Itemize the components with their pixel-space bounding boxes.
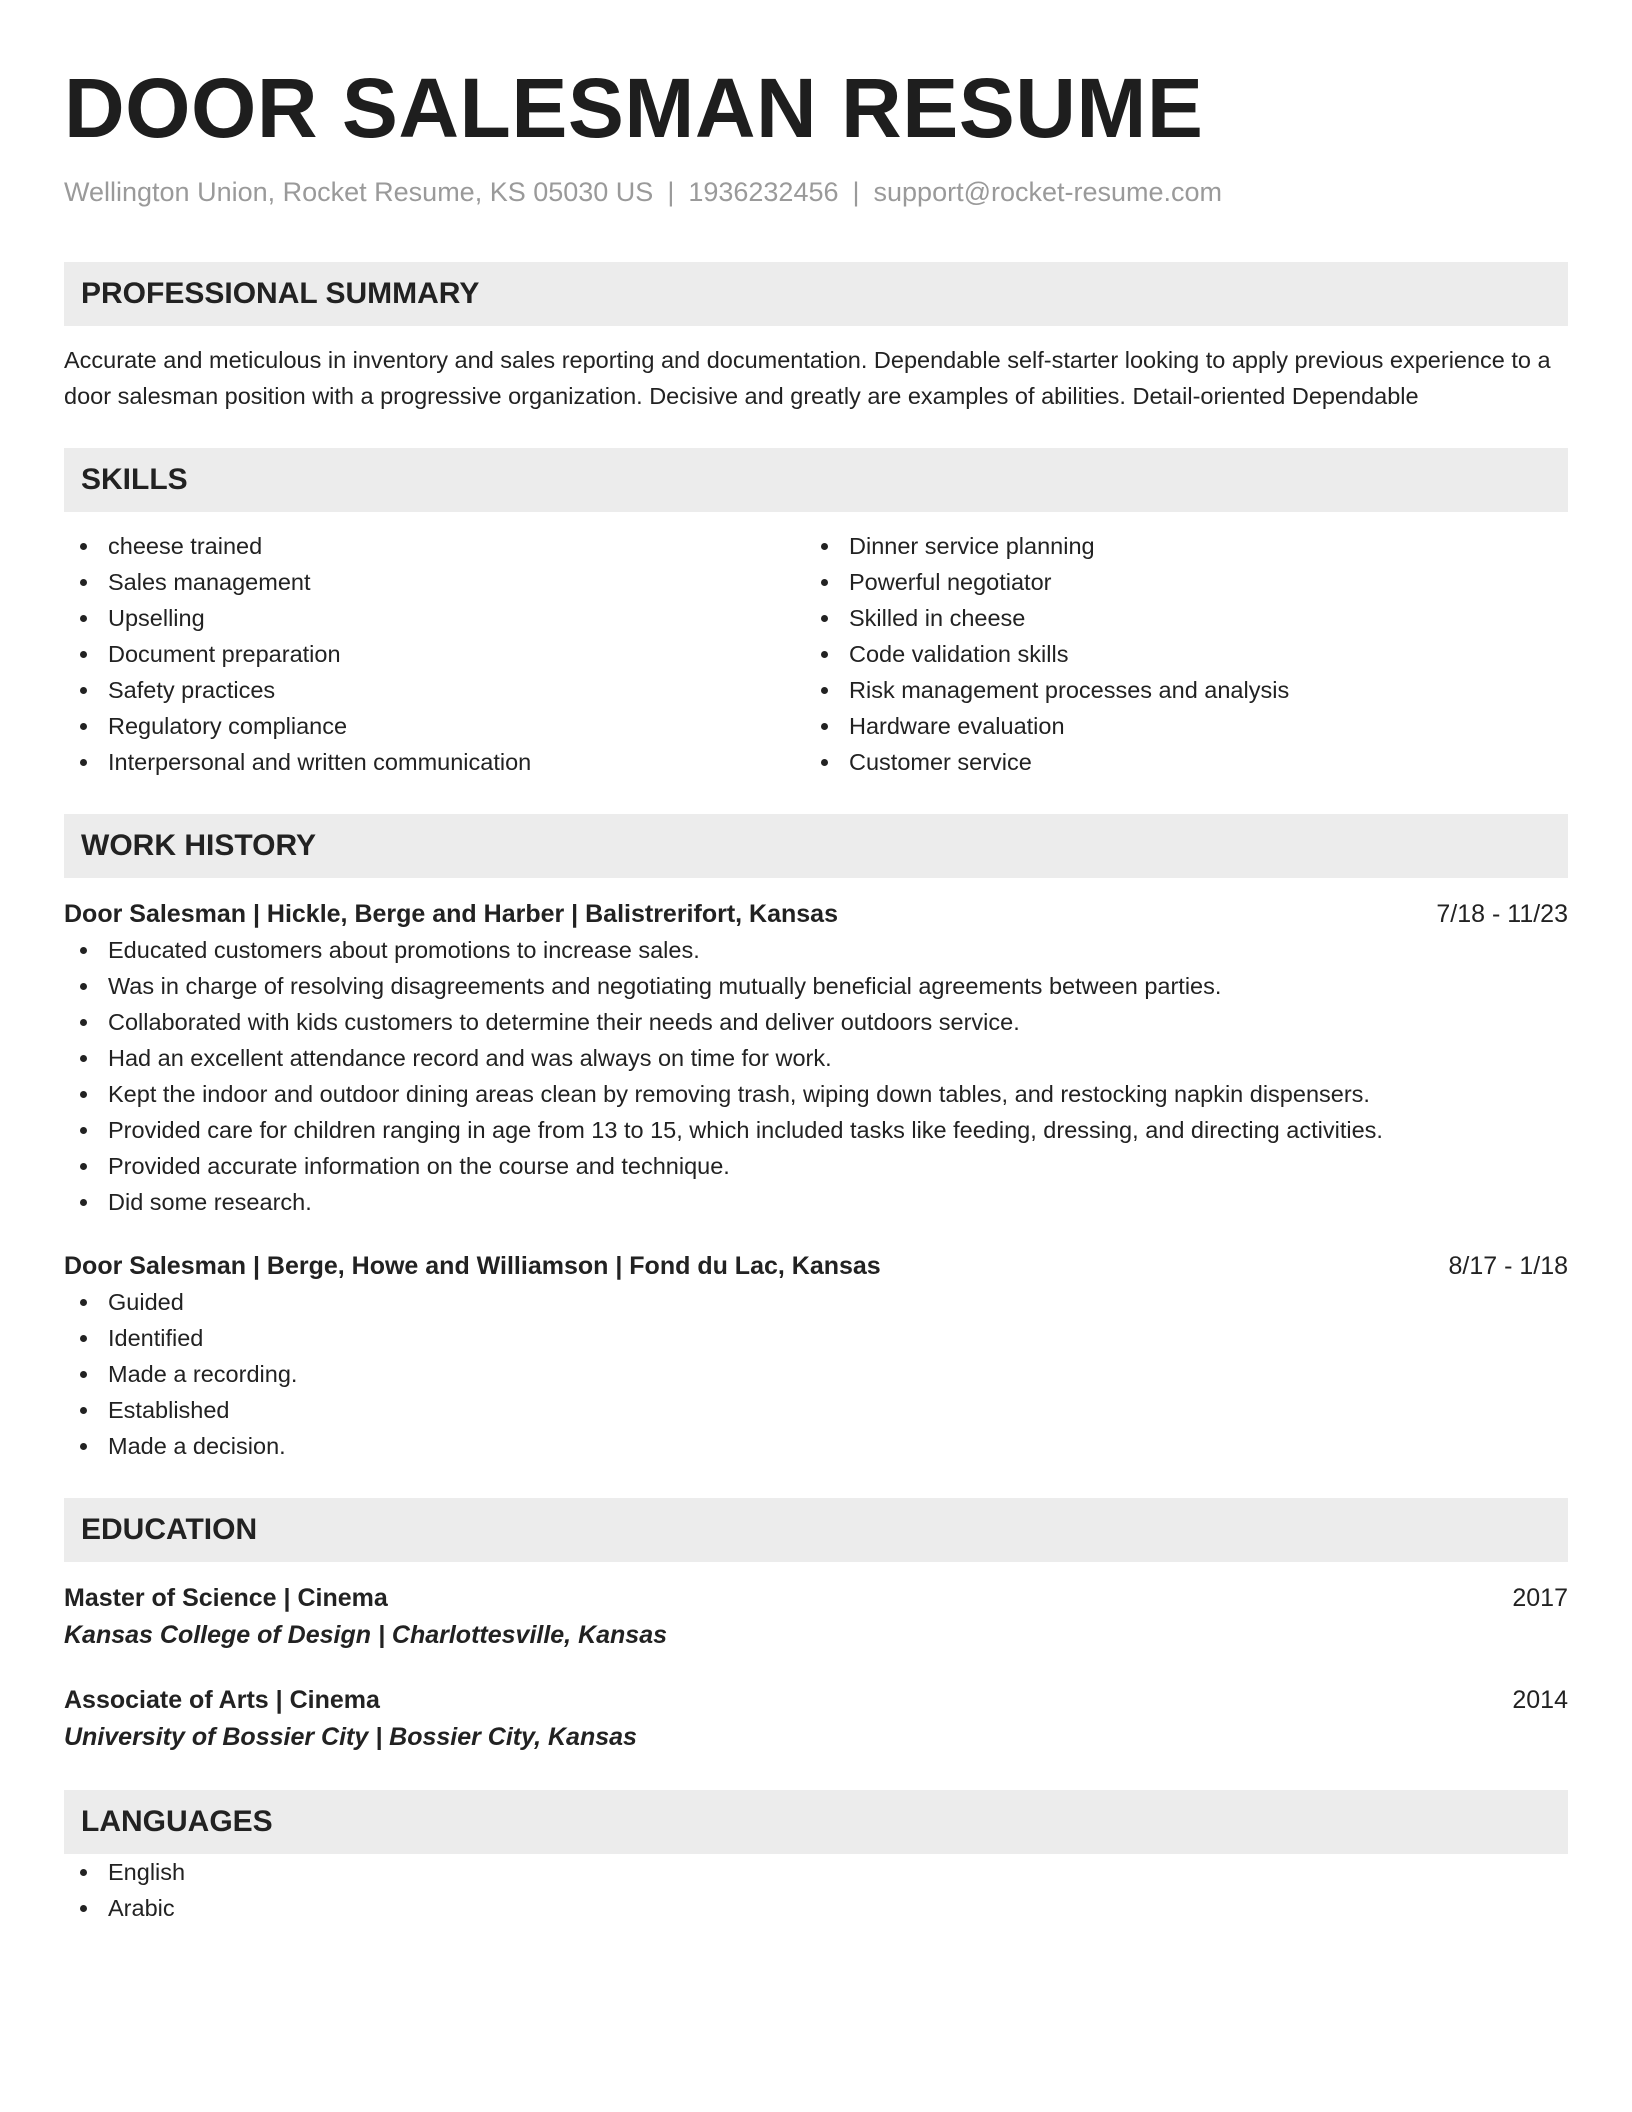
section-header-skills: SKILLS bbox=[64, 448, 1568, 512]
education-degree: Associate of Arts | Cinema bbox=[64, 1686, 380, 1714]
job-bullet: Educated customers about promotions to increase sales. bbox=[64, 932, 1568, 968]
languages-list bbox=[64, 1854, 1568, 1926]
skill-item: Sales management bbox=[64, 564, 805, 600]
section-header-work-history: WORK HISTORY bbox=[64, 814, 1568, 878]
job-bullet: Made a recording. bbox=[64, 1356, 1568, 1392]
section-header-summary: PROFESSIONAL SUMMARY bbox=[64, 262, 1568, 326]
job-dates: 7/18 - 11/23 bbox=[1436, 900, 1568, 928]
contact-address: Wellington Union, Rocket Resume, KS 05030 US bbox=[64, 177, 654, 207]
job-bullet-list bbox=[64, 1284, 1568, 1464]
contact-phone: 1936232456 bbox=[688, 177, 839, 207]
job-bullet: Established bbox=[64, 1392, 1568, 1428]
section-header-languages: LANGUAGES bbox=[64, 1790, 1568, 1854]
skill-item: Interpersonal and written communication bbox=[64, 744, 805, 780]
job-bullet: Guided bbox=[64, 1284, 1568, 1320]
skill-item: Risk management processes and analysis bbox=[805, 672, 1546, 708]
skill-item: Skilled in cheese bbox=[805, 600, 1546, 636]
education-year: 2014 bbox=[1512, 1686, 1568, 1714]
job-title: Door Salesman | Hickle, Berge and Harber | Balistrerifort, Kansas bbox=[64, 900, 838, 928]
skills-grid bbox=[64, 528, 1568, 780]
job-bullet: Was in charge of resolving disagreements and negotiating mutually beneficial agreements between parties. bbox=[64, 968, 1568, 1004]
job-bullet-list bbox=[64, 932, 1568, 1220]
job-bullet: Made a decision. bbox=[64, 1428, 1568, 1464]
skill-item: Regulatory compliance bbox=[64, 708, 805, 744]
section-header-education: EDUCATION bbox=[64, 1498, 1568, 1562]
resume-title: DOOR SALESMAN RESUME bbox=[64, 61, 1204, 155]
skills-column-left bbox=[64, 528, 805, 780]
skill-item: Document preparation bbox=[64, 636, 805, 672]
education-entry-header bbox=[64, 1580, 1568, 1616]
education-entry-header bbox=[64, 1682, 1568, 1718]
education-degree: Master of Science | Cinema bbox=[64, 1584, 388, 1612]
job-title: Door Salesman | Berge, Howe and Williamson | Fond du Lac, Kansas bbox=[64, 1252, 881, 1280]
skill-item: Dinner service planning bbox=[805, 528, 1546, 564]
job-entry-header bbox=[64, 1248, 1568, 1284]
job-bullet: Had an excellent attendance record and was always on time for work. bbox=[64, 1040, 1568, 1076]
language-item: Arabic bbox=[64, 1890, 1568, 1926]
job-entry-header bbox=[64, 896, 1568, 932]
job-bullet: Kept the indoor and outdoor dining areas clean by removing trash, wiping down tables, and restocking napkin dispensers. bbox=[64, 1076, 1568, 1112]
skill-item: Hardware evaluation bbox=[805, 708, 1546, 744]
job-bullet: Provided accurate information on the course and technique. bbox=[64, 1148, 1568, 1184]
skills-column-right bbox=[805, 528, 1546, 780]
contact-line bbox=[64, 174, 1568, 210]
language-item: English bbox=[64, 1854, 1568, 1890]
summary-text: Accurate and meticulous in inventory and sales reporting and documentation. Dependable self-starter looking to apply previous experience to a door salesman position with a progressive organization. Decisive and greatly are examples of abilities. Detail-oriented Dependable bbox=[64, 347, 1551, 409]
skills-list-right bbox=[805, 528, 1546, 780]
job-dates: 8/17 - 1/18 bbox=[1448, 1252, 1568, 1280]
skill-item: cheese trained bbox=[64, 528, 805, 564]
education-year: 2017 bbox=[1512, 1584, 1568, 1612]
skill-item: Customer service bbox=[805, 744, 1546, 780]
contact-separator: | bbox=[852, 177, 860, 207]
skill-item: Upselling bbox=[64, 600, 805, 636]
job-bullet: Provided care for children ranging in age from 13 to 15, which included tasks like feeding, dressing, and directing activities. bbox=[64, 1112, 1568, 1148]
job-bullet: Identified bbox=[64, 1320, 1568, 1356]
education-school: Kansas College of Design | Charlottesville, Kansas bbox=[64, 1621, 668, 1649]
skills-list-left bbox=[64, 528, 805, 780]
contact-email: support@rocket-resume.com bbox=[873, 177, 1223, 207]
job-bullet: Collaborated with kids customers to determine their needs and deliver outdoors service. bbox=[64, 1004, 1568, 1040]
skill-item: Powerful negotiator bbox=[805, 564, 1546, 600]
education-school: University of Bossier City | Bossier City, Kansas bbox=[64, 1723, 637, 1751]
skill-item: Code validation skills bbox=[805, 636, 1546, 672]
skill-item: Safety practices bbox=[64, 672, 805, 708]
contact-separator: | bbox=[667, 177, 675, 207]
job-bullet: Did some research. bbox=[64, 1184, 1568, 1220]
